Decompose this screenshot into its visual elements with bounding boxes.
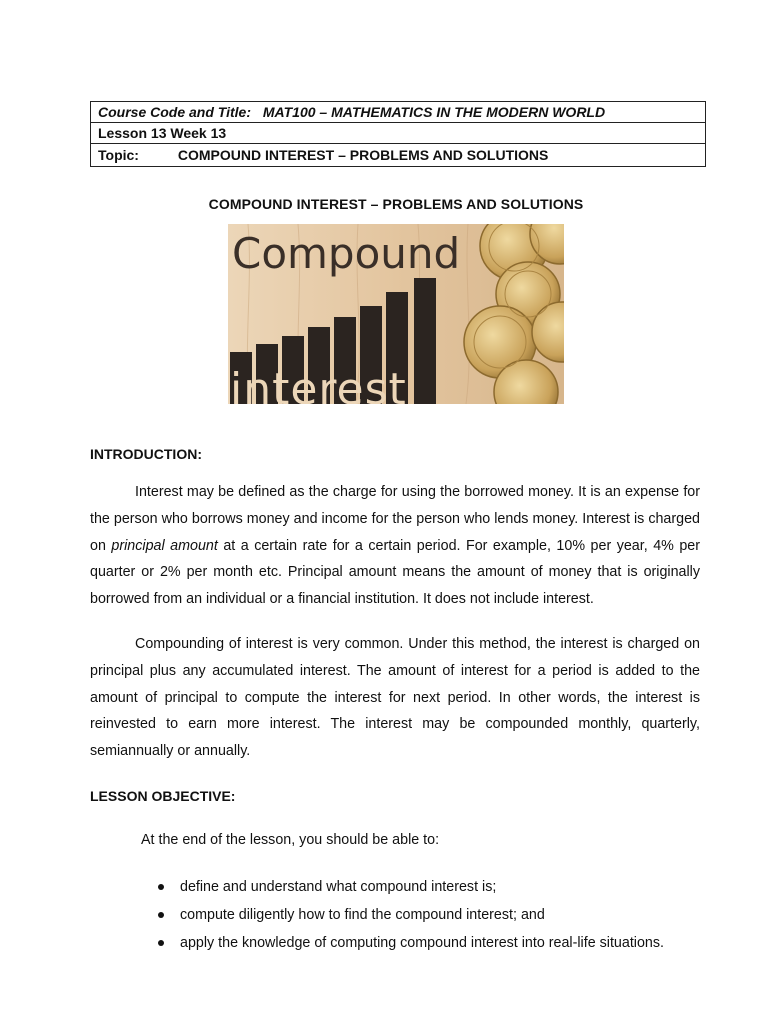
introduction-heading: INTRODUCTION: (90, 446, 202, 462)
intro-p1-part-a: Interest may be defined as the charge for using the borrowed money. It is an expense for the person who borrows money and income for the person who lends money. Interest is charged on (90, 484, 700, 554)
list-item (90, 929, 710, 957)
objective-lead: At the end of the lesson, you should be able to: (141, 832, 440, 848)
objective-item-2: compute diligently how to find the compound interest; and (180, 907, 545, 923)
intro-p1-part-b: at a certain rate for a certain period. For example, 10% per year, 4% per quarter or 2% per month etc. Principal amount means the amount of money that is originally borrowed from an individual or a financial institution. It does not include interest. (90, 537, 701, 608)
introduction-paragraph-1 (90, 479, 700, 613)
objective-list (90, 873, 710, 957)
topic-label: Topic: (98, 147, 139, 163)
intro-p2-text: Compounding of interest is very common. Under this method, the interest is charged on principal plus any accumulated interest. The amount of interest for a period is added to the amount of principal to compute the interest for next period. In other words, the interest is reinvested to earn more interest. The interest may be compounded monthly, quarterly, semiannually or annually. (90, 636, 700, 760)
list-item (90, 901, 710, 929)
illustration-svg (228, 224, 564, 404)
topic-row (91, 144, 705, 166)
intro-p1-emphasis: principal amount (111, 537, 218, 554)
compound-interest-illustration (228, 224, 564, 404)
course-row (91, 102, 705, 123)
list-item (90, 873, 710, 901)
illustration-word-compound: Compound (232, 229, 461, 278)
lesson-label: Lesson 13 Week 13 (98, 125, 227, 141)
lesson-row (91, 123, 705, 144)
bullet-icon (158, 884, 164, 890)
course-label: Course Code and Title: (98, 104, 251, 120)
objective-item-1: define and understand what compound interest is; (180, 879, 497, 895)
course-header-table (90, 101, 706, 167)
objective-item-3: apply the knowledge of computing compound interest into real-life situations. (180, 935, 664, 951)
introduction-paragraph-2 (90, 631, 700, 765)
illustration-word-interest: interest (230, 364, 407, 404)
topic-value: COMPOUND INTEREST – PROBLEMS AND SOLUTIONS (177, 147, 549, 163)
objective-heading: LESSON OBJECTIVE: (90, 788, 236, 804)
document-title: COMPOUND INTEREST – PROBLEMS AND SOLUTIONS (208, 196, 584, 212)
bullet-icon (158, 912, 164, 918)
course-value: MAT100 – MATHEMATICS IN THE MODERN WORLD (262, 104, 606, 120)
bullet-icon (158, 940, 164, 946)
